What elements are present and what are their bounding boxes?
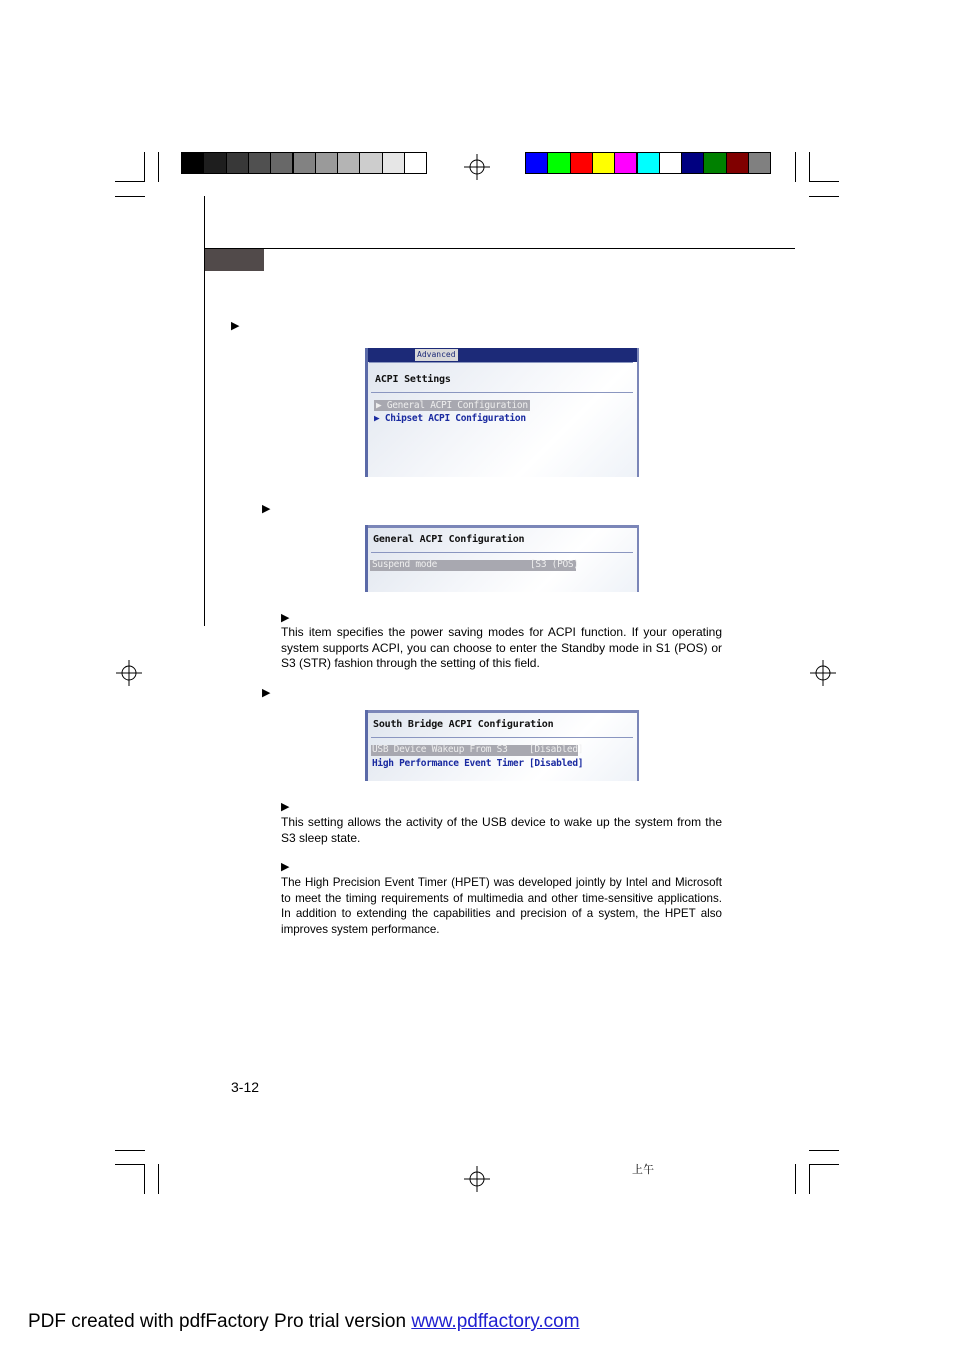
color-swatch xyxy=(525,152,548,174)
registration-mark-icon xyxy=(464,154,490,180)
color-swatch xyxy=(359,152,382,174)
usb-wakeup-value: [Disabled] xyxy=(529,744,584,755)
section-arrow-icon: ▶ xyxy=(281,801,290,813)
section-arrow-icon: ▶ xyxy=(281,612,290,624)
suspend-mode-row xyxy=(370,559,579,571)
pdf-footer xyxy=(28,1311,580,1333)
header-rule xyxy=(204,248,795,249)
color-swatch xyxy=(703,152,726,174)
usb-wakeup-row xyxy=(371,744,584,756)
color-swatch xyxy=(270,152,293,174)
crop-mark xyxy=(115,1164,145,1165)
crop-mark xyxy=(158,152,159,182)
bios-title: General ACPI Configuration xyxy=(373,534,525,545)
tab-advanced: Advanced xyxy=(417,350,456,359)
crop-mark xyxy=(795,152,796,182)
crop-mark xyxy=(809,196,839,197)
bios-title: ACPI Settings xyxy=(375,374,451,385)
color-swatch xyxy=(315,152,338,174)
south-bridge-acpi-screenshot xyxy=(365,710,639,781)
suspend-mode-label: Suspend mode xyxy=(372,559,438,570)
color-swatch xyxy=(570,152,593,174)
crop-mark xyxy=(144,1164,145,1194)
crop-mark xyxy=(115,181,145,182)
color-swatch xyxy=(592,152,615,174)
crop-mark xyxy=(158,1164,159,1194)
crop-mark xyxy=(809,1150,839,1151)
crop-mark xyxy=(144,152,145,182)
color-swatch xyxy=(404,152,427,174)
color-swatch xyxy=(248,152,271,174)
menu-item-general-acpi: ▶ General ACPI Configuration xyxy=(376,400,528,411)
color-swatch xyxy=(681,152,704,174)
crop-mark xyxy=(809,152,810,182)
chapter-tab xyxy=(205,249,264,271)
color-swatch xyxy=(726,152,749,174)
section-arrow-icon: ▶ xyxy=(262,687,271,699)
page-number: 3-12 xyxy=(231,1079,260,1095)
usb-wakeup-description: This setting allows the activity of the USB device to wake up the system from the S3 sleep state. xyxy=(281,815,722,845)
registration-mark-icon xyxy=(810,660,836,686)
time-stamp: 上午 xyxy=(632,1163,654,1176)
color-swatch xyxy=(748,152,771,174)
suspend-mode-description: This item specifies the power saving modes for ACPI function. If your operating system supports ACPI, you can choose to enter the Standby mode in S1 (POS) or S3 (STR) fashion through the setting of this field. xyxy=(281,625,722,670)
hpet-description: The High Precision Event Timer (HPET) was developed jointly by Intel and Microsoft to meet the timing requirements of multimedia and other time-sensitive applications. In addition to extending the capabilities and precision of a system, the HPET also improves system performance. xyxy=(281,876,722,936)
color-swatch xyxy=(337,152,360,174)
section-arrow-icon: ▶ xyxy=(262,503,271,515)
section-arrow-icon: ▶ xyxy=(231,320,240,332)
footer-text: PDF created with pdfFactory Pro trial version xyxy=(28,1311,412,1332)
usb-wakeup-label: USB Device Wakeup From S3 xyxy=(372,744,508,755)
hpet-label: High Performance Event Timer xyxy=(372,758,524,769)
acpi-settings-screenshot xyxy=(365,348,639,477)
general-acpi-screenshot xyxy=(365,525,639,592)
color-swatch xyxy=(382,152,405,174)
color-swatch xyxy=(181,152,204,174)
color-swatch xyxy=(547,152,570,174)
color-swatch xyxy=(614,152,637,174)
bios-title: South Bridge ACPI Configuration xyxy=(373,719,554,730)
registration-mark-icon xyxy=(464,1166,490,1192)
color-swatch xyxy=(637,152,660,174)
crop-mark xyxy=(115,196,145,197)
crop-mark xyxy=(795,1164,796,1194)
registration-mark-icon xyxy=(116,660,142,686)
bios-menu-bar xyxy=(365,348,639,362)
hpet-value: [Disabled] xyxy=(529,758,584,769)
suspend-mode-value: [S3 (POS) xyxy=(530,559,579,570)
color-swatch xyxy=(293,152,316,174)
color-swatch xyxy=(226,152,249,174)
pdffactory-link[interactable]: www.pdffactory.com xyxy=(411,1311,580,1332)
crop-mark xyxy=(809,1164,810,1194)
crop-mark xyxy=(809,1164,839,1165)
section-arrow-icon: ▶ xyxy=(281,861,290,873)
crop-mark xyxy=(809,181,839,182)
color-swatch xyxy=(659,152,682,174)
color-swatch xyxy=(203,152,226,174)
menu-item-chipset-acpi: ▶ Chipset ACPI Configuration xyxy=(374,413,526,424)
crop-mark xyxy=(115,1150,145,1151)
